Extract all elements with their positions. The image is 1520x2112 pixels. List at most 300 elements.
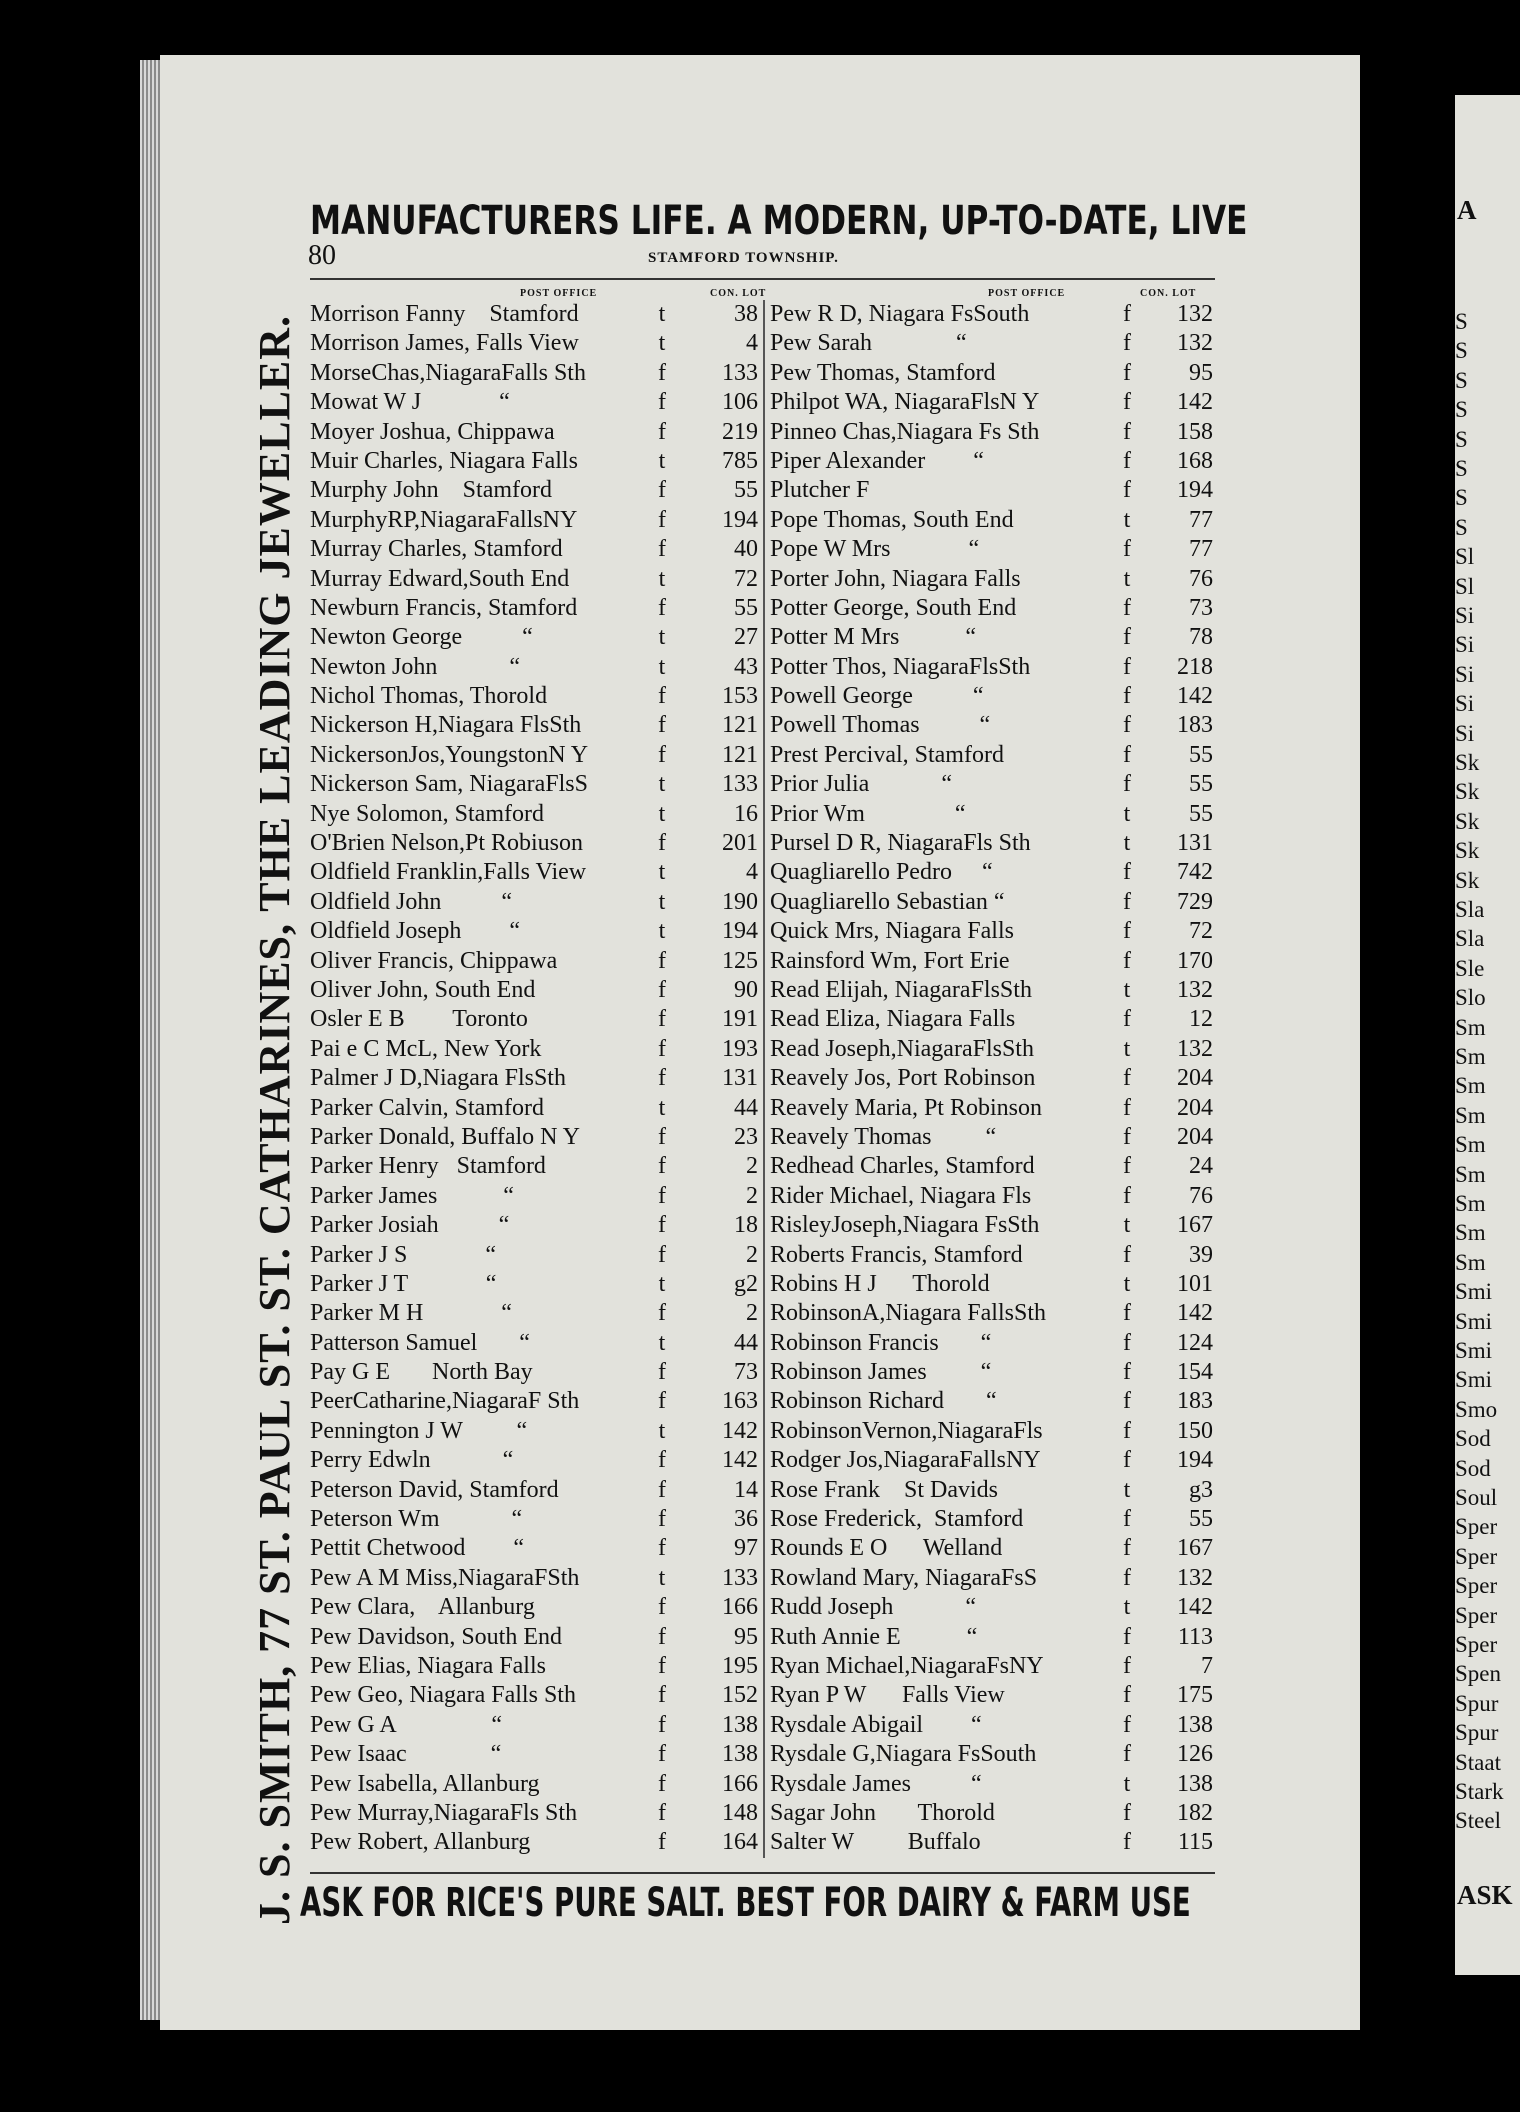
entry-lot: 158 [1177, 418, 1213, 445]
entry-lot: 12 [1189, 1006, 1213, 1033]
directory-entry [310, 623, 760, 652]
entry-name: Pay G E North Bay [310, 1359, 533, 1386]
entry-name: Murray Charles, Stamford [310, 536, 563, 563]
entry-name: Newton George “ [310, 624, 533, 651]
directory-entry [310, 917, 760, 946]
entry-tenure: f [658, 947, 666, 974]
entry-name: Rose Frederick, Stamford [770, 1506, 1024, 1533]
adjacent-page-fragment: Sper [1455, 1602, 1498, 1628]
left-con-lot-header: CON. LOT [710, 288, 767, 299]
entry-name: Rodger Jos,NiagaraFallsNY [770, 1447, 1041, 1474]
entry-tenure: f [1123, 741, 1131, 768]
entry-name: Powell Thomas “ [770, 712, 991, 739]
entry-lot: 142 [1177, 1594, 1213, 1621]
entry-lot: 73 [1189, 594, 1213, 621]
entry-tenure: t [658, 447, 666, 474]
entry-tenure: f [1123, 918, 1131, 945]
entry-lot: 194 [1177, 1447, 1213, 1474]
entry-name: RobinsonA,Niagara FallsSth [770, 1300, 1046, 1327]
entry-name: Ruth Annie E “ [770, 1623, 978, 1650]
entry-lot: 204 [1177, 1123, 1213, 1150]
entry-name: Prior Julia “ [770, 771, 952, 798]
entry-name: Morrison James, Falls View [310, 330, 579, 357]
entry-name: Parker M H “ [310, 1300, 512, 1327]
entry-name: Robinson Richard “ [770, 1388, 997, 1415]
entry-name: Prest Percival, Stamford [770, 741, 1004, 768]
entry-name: Rysdale Abigail “ [770, 1711, 982, 1738]
entry-tenure: t [658, 301, 666, 327]
adjacent-page-fragment: Spur [1455, 1720, 1499, 1746]
entry-tenure: t [658, 918, 666, 945]
adjacent-page-fragment: Sm [1455, 1102, 1486, 1128]
entry-lot: 132 [1177, 976, 1213, 1003]
entry-lot: 16 [734, 800, 758, 827]
adjacent-page-fragment: Sper [1455, 1514, 1498, 1540]
entry-lot: 55 [1189, 800, 1213, 827]
entry-lot: 18 [734, 1212, 758, 1239]
directory-entry [310, 329, 760, 358]
directory-entry [765, 947, 1217, 976]
entry-name: Porter John, Niagara Falls [770, 565, 1021, 592]
directory-entry [765, 1358, 1217, 1387]
entry-tenure: t [658, 1417, 666, 1444]
entry-lot: 55 [1189, 1506, 1213, 1533]
directory-entry [765, 1681, 1217, 1710]
entry-lot: 72 [1189, 918, 1213, 945]
directory-entry [310, 1711, 760, 1740]
entry-tenure: f [1123, 1535, 1131, 1562]
entry-name: Pew A M Miss,NiagaraFSth [310, 1564, 580, 1591]
entry-name: Sagar John Thorold [770, 1799, 995, 1826]
adjacent-page-fragment: S [1455, 397, 1468, 423]
entry-tenure: f [658, 1212, 666, 1239]
directory-entry [765, 447, 1217, 476]
entry-lot: 132 [1177, 330, 1213, 357]
entry-name: Murphy John Stamford [310, 477, 552, 504]
entry-name: Read Eliza, Niagara Falls [770, 1006, 1016, 1033]
entry-tenure: f [1123, 301, 1131, 327]
entry-tenure: f [1123, 1447, 1131, 1474]
entry-tenure: f [658, 1506, 666, 1533]
entry-lot: 142 [722, 1447, 758, 1474]
directory-entry [310, 800, 760, 829]
adjacent-page-fragment: Sm [1455, 1191, 1486, 1216]
adjacent-page-fragment: Stark [1455, 1779, 1504, 1804]
entry-lot: 36 [734, 1506, 758, 1533]
entry-name: Nichol Thomas, Thorold [310, 683, 548, 710]
entry-lot: 138 [722, 1741, 758, 1768]
entry-tenure: t [658, 859, 666, 886]
entry-name: Oliver John, South End [310, 976, 536, 1003]
directory-entry [310, 888, 760, 917]
directory-entry [310, 1652, 760, 1681]
entry-tenure: f [1123, 1564, 1131, 1591]
directory-entry [310, 858, 760, 887]
entry-tenure: t [658, 771, 666, 798]
directory-entry [765, 1711, 1217, 1740]
entry-tenure: f [1123, 1065, 1131, 1092]
entry-tenure: t [1123, 976, 1131, 1003]
entry-lot: 2 [746, 1241, 758, 1268]
entry-tenure: t [1123, 1270, 1131, 1297]
directory-entry [310, 535, 760, 564]
entry-tenure: t [658, 1564, 666, 1591]
entry-tenure: t [658, 653, 666, 680]
entry-name: Newburn Francis, Stamford [310, 594, 578, 621]
entry-tenure: f [658, 1711, 666, 1738]
adjacent-page-fragment: Sk [1455, 750, 1480, 775]
entry-tenure: t [1123, 565, 1131, 592]
entry-lot: 106 [722, 389, 758, 416]
directory-entry [765, 1828, 1217, 1857]
entry-name: Quick Mrs, Niagara Falls [770, 918, 1014, 945]
entry-tenure: t [658, 1094, 666, 1121]
entry-name: Pew G A “ [310, 1711, 502, 1738]
entry-lot: 133 [722, 359, 758, 386]
entry-name: Rudd Joseph “ [770, 1594, 976, 1621]
directory-entry [310, 1182, 760, 1211]
entry-name: Rainsford Wm, Fort Erie [770, 947, 1010, 974]
entry-lot: 121 [722, 741, 758, 768]
entry-lot: 175 [1177, 1682, 1213, 1709]
entry-tenure: f [658, 1388, 666, 1415]
adjacent-page-fragment: Si [1455, 691, 1475, 717]
entry-tenure: f [1123, 653, 1131, 680]
directory-entry [310, 1564, 760, 1593]
entry-tenure: f [1123, 1799, 1131, 1826]
adjacent-page-fragment: Sk [1455, 838, 1480, 864]
entry-lot: 164 [722, 1829, 758, 1856]
directory-entry [765, 711, 1217, 740]
entry-name: Morrison Fanny Stamford [310, 301, 579, 327]
entry-name: Rysdale James “ [770, 1770, 982, 1797]
directory-entry [310, 1358, 760, 1387]
entry-tenure: f [658, 741, 666, 768]
entry-name: Powell George “ [770, 683, 984, 710]
directory-entry [765, 770, 1217, 799]
entry-lot: 194 [722, 918, 758, 945]
adjacent-page-fragment: Smo [1455, 1396, 1498, 1422]
adjacent-page-fragment: Smi [1455, 1279, 1493, 1305]
directory-entry [765, 858, 1217, 887]
entry-name: Murray Edward,South End [310, 565, 570, 592]
directory-entry [310, 1681, 760, 1710]
adjacent-page-fragment: S [1455, 456, 1468, 481]
entry-tenure: f [1123, 1153, 1131, 1180]
entry-name: Pew Robert, Allanburg [310, 1829, 531, 1856]
entry-tenure: t [658, 565, 666, 592]
page-number: 80 [308, 240, 336, 271]
directory-entry [765, 653, 1217, 682]
entry-name: Robinson James “ [770, 1359, 992, 1386]
adjacent-page-fragment: S [1455, 338, 1468, 364]
directory-entry [310, 1152, 760, 1181]
entry-lot: 126 [1177, 1741, 1213, 1768]
entry-name: Moyer Joshua, Chippawa [310, 418, 555, 445]
entry-lot: 23 [734, 1123, 758, 1150]
entry-name: Mowat W J “ [310, 389, 510, 416]
entry-lot: 55 [734, 477, 758, 504]
entry-lot: 138 [722, 1711, 758, 1738]
entry-name: Nickerson H,Niagara FlsSth [310, 712, 582, 739]
entry-lot: 73 [734, 1359, 758, 1386]
entry-tenure: f [1123, 447, 1131, 474]
directory-entry [310, 976, 760, 1005]
footer-rule [310, 1872, 1215, 1874]
entry-name: Rysdale G,Niagara FsSouth [770, 1741, 1037, 1768]
entry-tenure: f [1123, 947, 1131, 974]
directory-entry [765, 1182, 1217, 1211]
entry-lot: 131 [722, 1065, 758, 1092]
directory-entry [765, 976, 1217, 1005]
entry-lot: 4 [746, 330, 758, 357]
entry-tenure: f [658, 477, 666, 504]
entry-lot: 142 [1177, 1300, 1213, 1327]
directory-entry [765, 1211, 1217, 1240]
entry-name: MorseChas,NiagaraFalls Sth [310, 359, 586, 386]
adjacent-page-fragment: Staat [1455, 1749, 1501, 1775]
entry-lot: 55 [734, 594, 758, 621]
entry-name: Reavely Jos, Port Robinson [770, 1065, 1036, 1092]
entry-name: Parker Josiah “ [310, 1212, 510, 1239]
entry-lot: 2 [746, 1182, 758, 1209]
entry-tenure: f [1123, 1388, 1131, 1415]
entry-lot: 55 [1189, 741, 1213, 768]
entry-tenure: t [658, 330, 666, 357]
entry-lot: 76 [1189, 1182, 1213, 1209]
entry-name: Rounds E O Welland [770, 1535, 1003, 1562]
directory-entry [310, 1211, 760, 1240]
directory-entry [765, 1564, 1217, 1593]
adjacent-page-fragment: Smi [1455, 1367, 1493, 1393]
entry-lot: 204 [1177, 1094, 1213, 1121]
entry-lot: 133 [722, 1564, 758, 1591]
entry-tenure: f [1123, 359, 1131, 386]
entry-name: Osler E B Toronto [310, 1006, 528, 1033]
adjacent-page-fragment: Sm [1455, 1249, 1486, 1275]
entry-name: Parker Donald, Buffalo N Y [310, 1123, 580, 1150]
entry-lot: 132 [1177, 1035, 1213, 1062]
entry-lot: 204 [1177, 1065, 1213, 1092]
right-column [763, 300, 1217, 1858]
directory-entry [765, 1241, 1217, 1270]
entry-lot: 44 [734, 1329, 758, 1356]
entry-name: Pew Isabella, Allanburg [310, 1770, 540, 1797]
adjacent-page-fragment: Soul [1455, 1485, 1498, 1510]
entry-lot: 150 [1177, 1417, 1213, 1444]
directory-entry [765, 329, 1217, 358]
directory-entry [310, 594, 760, 623]
directory-entry [765, 476, 1217, 505]
adjacent-page-fragment: Sm [1455, 1132, 1486, 1158]
directory-entry [310, 388, 760, 417]
left-column [310, 300, 760, 1858]
entry-tenure: f [658, 1182, 666, 1209]
adjacent-page-fragment: S [1455, 367, 1468, 393]
directory-entry [765, 1593, 1217, 1622]
entry-tenure: t [658, 1329, 666, 1356]
directory-entry [765, 1387, 1217, 1416]
directory-entry [765, 506, 1217, 535]
entry-lot: 4 [746, 859, 758, 886]
adjacent-page-fragment: Sla [1455, 897, 1485, 922]
entry-tenure: f [658, 683, 666, 710]
entry-name: Pew Clara, Allanburg [310, 1594, 535, 1621]
directory-entry [765, 418, 1217, 447]
entry-lot: 131 [1177, 830, 1213, 857]
entry-lot: 2 [746, 1153, 758, 1180]
entry-tenure: f [658, 1623, 666, 1650]
entry-tenure: f [1123, 1006, 1131, 1033]
entry-name: Pursel D R, NiagaraFls Sth [770, 830, 1031, 857]
entry-lot: 95 [734, 1623, 758, 1650]
entry-name: O'Brien Nelson,Pt Robiuson [310, 830, 583, 857]
entry-lot: 152 [722, 1682, 758, 1709]
directory-entry [310, 1417, 760, 1446]
directory-entry [310, 1476, 760, 1505]
entry-lot: 163 [722, 1388, 758, 1415]
entry-lot: 190 [722, 888, 758, 915]
directory-entry [765, 1094, 1217, 1123]
entry-lot: 142 [1177, 389, 1213, 416]
directory-entry [310, 418, 760, 447]
adjacent-page-fragment: Sper [1455, 1632, 1498, 1657]
entry-tenure: f [658, 1799, 666, 1826]
entry-name: Pew R D, Niagara FsSouth [770, 301, 1030, 327]
directory-entry [310, 1593, 760, 1622]
directory-entry [310, 1299, 760, 1328]
entry-lot: 167 [1177, 1212, 1213, 1239]
entry-lot: 183 [1177, 712, 1213, 739]
entry-lot: 142 [722, 1417, 758, 1444]
directory-entry [765, 535, 1217, 564]
directory-entry [765, 1652, 1217, 1681]
entry-name: Read Joseph,NiagaraFlsSth [770, 1035, 1034, 1062]
entry-lot: 194 [722, 506, 758, 533]
directory-entry [765, 359, 1217, 388]
entry-lot: 39 [1189, 1241, 1213, 1268]
entry-name: Ryan Michael,NiagaraFsNY [770, 1652, 1044, 1679]
entry-tenure: f [658, 1065, 666, 1092]
entry-lot: 43 [734, 653, 758, 680]
entry-name: Parker James “ [310, 1182, 514, 1209]
directory-entry [765, 1505, 1217, 1534]
entry-name: Reavely Maria, Pt Robinson [770, 1094, 1042, 1121]
entry-name: Pennington J W “ [310, 1417, 528, 1444]
entry-name: Peterson David, Stamford [310, 1476, 559, 1503]
entry-tenure: f [1123, 389, 1131, 416]
entry-name: Pew Thomas, Stamford [770, 359, 996, 386]
entry-lot: 168 [1177, 447, 1213, 474]
entry-name: Pope Thomas, South End [770, 506, 1014, 533]
directory-entry [310, 1005, 760, 1034]
entry-lot: 76 [1189, 565, 1213, 592]
adjacent-page-fragment: Si [1455, 661, 1475, 687]
entry-tenure: f [658, 1153, 666, 1180]
entry-tenure: f [1123, 1094, 1131, 1121]
adjacent-page-fragment: Sk [1455, 808, 1480, 834]
directory-entry [310, 1035, 760, 1064]
entry-tenure: t [658, 800, 666, 827]
directory-entry [765, 623, 1217, 652]
entry-lot: 148 [722, 1799, 758, 1826]
entry-name: Redhead Charles, Stamford [770, 1153, 1035, 1180]
entry-tenure: f [658, 506, 666, 533]
entry-name: Quagliarello Pedro “ [770, 859, 993, 886]
entry-lot: 166 [722, 1594, 758, 1621]
entry-lot: 101 [1177, 1270, 1213, 1297]
entry-lot: 195 [722, 1652, 758, 1679]
entry-lot: 27 [734, 624, 758, 651]
entry-tenure: f [658, 1476, 666, 1503]
entry-tenure: f [658, 1359, 666, 1386]
directory-entry [310, 1799, 760, 1828]
adjacent-page-fragment: Si [1455, 603, 1475, 628]
directory-entry [765, 1740, 1217, 1769]
entry-lot: 95 [1189, 359, 1213, 386]
entry-name: Perry Edwln “ [310, 1447, 514, 1474]
entry-lot: 138 [1177, 1711, 1213, 1738]
entry-tenure: f [658, 1123, 666, 1150]
directory-entry [765, 888, 1217, 917]
entry-name: Plutcher F [770, 477, 870, 504]
entry-name: Oliver Francis, Chippawa [310, 947, 558, 974]
directory-entry [310, 1123, 760, 1152]
entry-lot: 182 [1177, 1799, 1213, 1826]
directory-entry [765, 1476, 1217, 1505]
entry-name: Reavely Thomas “ [770, 1123, 997, 1150]
adjacent-page-fragment: S [1455, 485, 1468, 511]
entry-lot: 132 [1177, 1564, 1213, 1591]
directory-entry [310, 829, 760, 858]
entry-lot: 44 [734, 1094, 758, 1121]
directory-entry [765, 682, 1217, 711]
entry-lot: 194 [1177, 477, 1213, 504]
entry-name: Rose Frank St Davids [770, 1476, 998, 1503]
entry-tenure: f [658, 976, 666, 1003]
adjacent-page-fragment: Sm [1455, 1073, 1486, 1099]
entry-lot: 153 [722, 683, 758, 710]
entry-tenure: f [658, 830, 666, 857]
entry-name: Nickerson Sam, NiagaraFlsS [310, 771, 588, 798]
entry-name: NickersonJos,YoungstonN Y [310, 741, 589, 768]
entry-name: RisleyJoseph,Niagara FsSth [770, 1212, 1040, 1239]
entry-tenure: t [1123, 1770, 1131, 1797]
entry-tenure: f [1123, 1506, 1131, 1533]
directory-entry [765, 800, 1217, 829]
directory-entry [765, 1799, 1217, 1828]
entry-lot: 191 [722, 1006, 758, 1033]
entry-name: Parker J S “ [310, 1241, 496, 1268]
adjacent-page-fragment: Sod [1455, 1426, 1491, 1452]
directory-entry [310, 1446, 760, 1475]
entry-tenure: f [1123, 330, 1131, 357]
entry-tenure: f [1123, 1741, 1131, 1768]
adjacent-page-fragment: Sod [1455, 1455, 1491, 1481]
side-advertisement: J. S. SMITH, 77 ST. PAUL ST. ST. CATHARINES, THE LEADING JEWELLER. [250, 314, 299, 1925]
directory-entry [310, 682, 760, 711]
entry-tenure: f [1123, 1682, 1131, 1709]
entry-name: Pettit Chetwood “ [310, 1535, 524, 1562]
directory-entry [765, 1035, 1217, 1064]
entry-lot: 201 [722, 830, 758, 857]
entry-lot: 97 [734, 1535, 758, 1562]
entry-tenure: f [1123, 683, 1131, 710]
running-head: STAMFORD TOWNSHIP. [648, 250, 839, 266]
directory-entry [310, 711, 760, 740]
entry-tenure: t [1123, 1594, 1131, 1621]
directory-entry [310, 1828, 760, 1857]
